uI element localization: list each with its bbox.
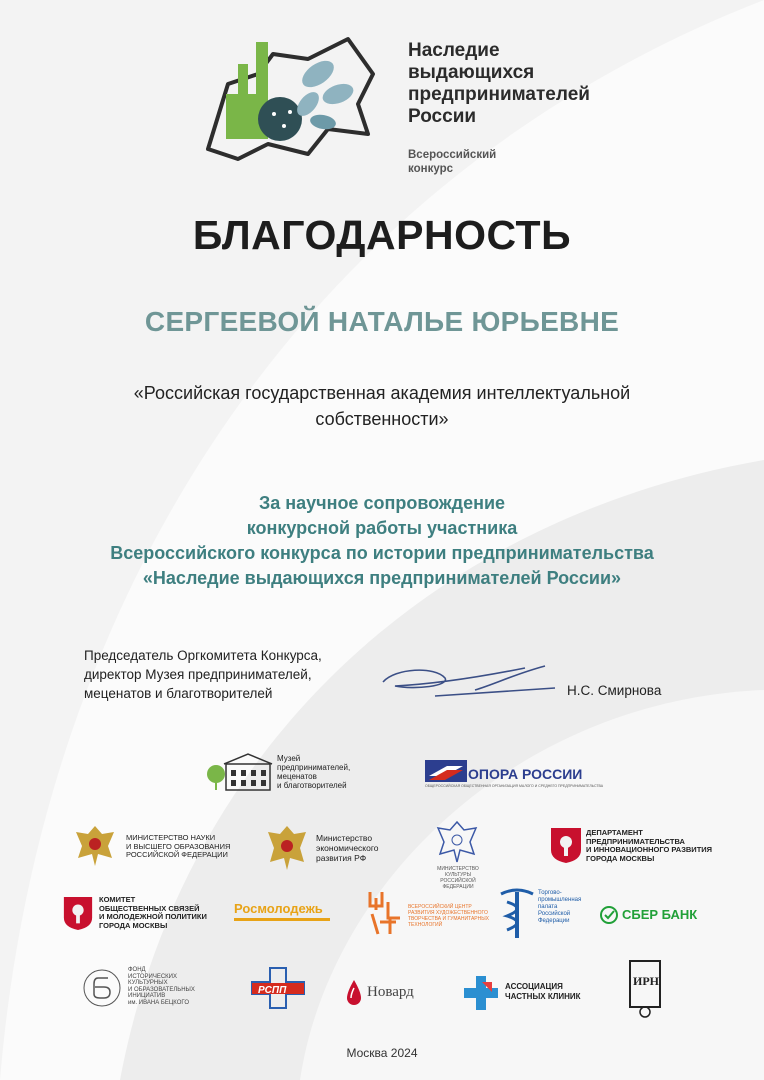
- minkult-text: МИНИСТЕРСТВО КУЛЬТУРЫ РОССИЙСКОЙ ФЕДЕРАЦИИ: [437, 866, 479, 890]
- opora-subtitle: ОБЩЕРОССИЙСКАЯ ОБЩЕСТВЕННАЯ ОРГАНИЗАЦИЯ МАЛОГО И СРЕДНЕГО ПРЕДПРИНИМАТЕЛЬСТВА: [425, 784, 604, 788]
- rosmolodezh-underline: [234, 918, 330, 921]
- novard-logo-text: Новард: [367, 984, 414, 1000]
- eagle-emblem-icon: [434, 818, 480, 864]
- komitet-text: КОМИТЕТ ОБЩЕСТВЕННЫХ СВЯЗЕЙ И МОЛОДЕЖНОЙ ПОЛИТИКИ ГОРОДА МОСКВЫ: [99, 895, 207, 930]
- opora-logo-text: ОПОРА РОССИИ: [468, 766, 583, 782]
- russian-flag-icon: [425, 760, 467, 782]
- contest-logo-title: Наследие выдающихся предпринимателей России: [408, 40, 590, 127]
- sber-logo-text: СБЕР БАНК: [622, 907, 698, 922]
- irn-logo-text: ИРН: [633, 974, 659, 988]
- department-text: ДЕПАРТАМЕНТ ПРЕДПРИНИМАТЕЛЬСТВА И ИННОВАЦИОННОГО РАЗВИТИЯ ГОРОДА МОСКВЫ: [586, 828, 713, 863]
- fond-text: ФОНД ИСТОРИЧЕСКИХ КУЛЬТУРНЫХ И ОБРАЗОВАТЕЛЬНЫХ ИНИЦИАТИВ им. ИВАНА БЕЦКОГО: [128, 967, 195, 1006]
- signer-title: Председатель Оргкомитета Конкурса, директор Музея предпринимателей, меценатов и благотворителей: [84, 648, 322, 701]
- eagle-emblem-icon: [72, 822, 118, 868]
- minecon-text: Министерство экономического развития РФ: [316, 833, 379, 863]
- signer-name: Н.С. Смирнова: [567, 683, 662, 698]
- minobrnauki-text: МИНИСТЕРСТВО НАУКИ И ВЫСШЕГО ОБРАЗОВАНИЯ РОССИЙСКОЙ ФЕДЕРАЦИИ: [126, 833, 231, 859]
- rspp-logo-text: РСПП: [258, 985, 287, 996]
- footer-city-year: Москва 2024: [346, 1046, 418, 1060]
- tpp-caduceus-icon: [497, 886, 537, 940]
- organization-name: «Российская государственная академия интеллектуальной собственности»: [133, 383, 631, 429]
- document-title: БЛАГОДАРНОСТЬ: [192, 212, 572, 258]
- fond-monogram-icon: [82, 968, 122, 1008]
- recipient-name: СЕРГЕЕВОЙ НАТАЛЬЕ ЮРЬЕВНЕ: [144, 306, 620, 337]
- rosmolodezh-logo: Росмолодежь: [234, 901, 323, 916]
- eagle-emblem-icon: [264, 822, 310, 872]
- center-logo-icon: [366, 888, 406, 938]
- sber-check-icon: [600, 906, 618, 924]
- moscow-emblem-icon: [62, 894, 94, 932]
- museum-building-icon: [206, 752, 272, 792]
- clinic-cross-icon: [462, 974, 500, 1012]
- award-reason: За научное сопровождение конкурсной работы участника Всероссийского конкурса по истории предпринимательства «Наследие выдающихся предпринимателей России»: [110, 493, 654, 588]
- contest-logo-subtitle: Всероссийский конкурс: [408, 149, 497, 175]
- tpp-text: Торгово- промышленная палата Российской Федерации: [538, 890, 582, 924]
- contest-logo-icon: [198, 34, 378, 164]
- clinics-association-text: АССОЦИАЦИЯ ЧАСТНЫХ КЛИНИК: [505, 982, 581, 1001]
- signature-icon: [375, 660, 565, 705]
- irn-emblem-icon: [627, 958, 663, 1020]
- novard-drop-icon: [345, 978, 363, 1008]
- moscow-emblem-icon: [549, 826, 583, 864]
- center-logo-text: ВСЕРОССИЙСКИЙ ЦЕНТР РАЗВИТИЯ ХУДОЖЕСТВЕННОГО ТВОРЧЕСТВА И ГУМАНИТАРНЫХ ТЕХНОЛОГИЙ: [408, 904, 490, 928]
- museum-logo-text: Музей предпринимателей, меценатов и благотворителей: [277, 754, 351, 790]
